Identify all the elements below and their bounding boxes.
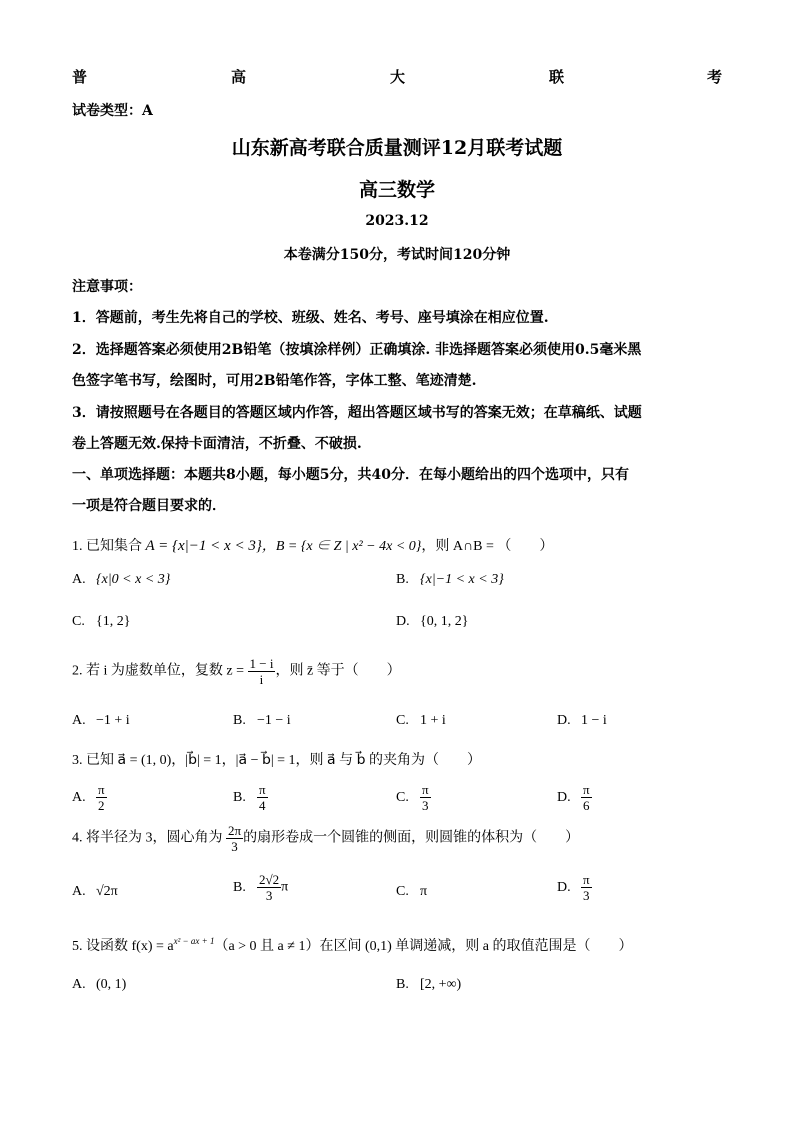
q1-option-c: C. {1, 2} <box>72 614 131 629</box>
q3-option-a-frac <box>96 782 107 813</box>
q2-option-d-text: 1 − i <box>581 713 607 728</box>
q5-option-b-text: [2, +∞) <box>420 977 462 992</box>
q1-tail: ，则 A∩B = （ ） <box>421 539 554 554</box>
q5-option-b: B. [2, +∞) <box>396 977 462 992</box>
q4-prefix: 4. 将半径为 3，圆心角为 <box>72 830 223 846</box>
q4-fraction-den: 3 <box>231 839 238 854</box>
q4-tail: 的扇形卷成一个圆锥的侧面，则圆锥的体积为（ ） <box>243 830 580 846</box>
q1-option-b: B. {x|−1 < x < 3} <box>396 572 504 587</box>
section-1-line-1: 一、单项选择题：本题共8小题，每小题5分，共40分．在每小题给出的四个选项中，只有 <box>72 467 629 483</box>
question-4 <box>72 823 579 854</box>
q3-option-b: B. $\frac{\pi}{4}$ <box>233 782 266 813</box>
q5-option-a: A. (0, 1) <box>72 977 127 992</box>
q4-b-after: π <box>281 879 289 895</box>
note-3-line-1: 3．请按照题号在各题目的答题区域内作答，超出答题区域书写的答案无效；在草稿纸、试题 <box>72 405 642 421</box>
q5-prefix: 5. 设函数 f(x) = a <box>72 939 174 954</box>
exam-date: 2023.12 <box>365 213 429 229</box>
q3-a-den: 2 <box>98 798 105 813</box>
q1-set-a: A = {x|−1 < x < 3} <box>145 538 262 554</box>
question-5 <box>72 935 633 955</box>
q2-option-a-text: −1 + i <box>96 713 130 728</box>
note-2-line-2: 色签字笔书写，绘图时，可用2B铅笔作答，字体工整、笔迹清楚. <box>72 373 477 389</box>
q5-exponent: x² − ax + 1 <box>173 936 215 946</box>
question-3 <box>72 749 481 769</box>
q2-option-b-text: −1 − i <box>257 713 291 728</box>
q4-fraction-num: 2π <box>228 823 242 838</box>
q1-prefix: 1. 已知集合 <box>72 539 142 554</box>
exam-info: 本卷满分150分，考试时间120分钟 <box>283 247 511 263</box>
q4-option-b-frac <box>257 872 281 903</box>
q4-option-d-frac <box>581 872 592 903</box>
q4-option-c-text: π <box>420 884 428 899</box>
q2-tail: ，则 z̄ 等于（ ） <box>275 663 401 679</box>
q3-option-c: C. $\frac{\pi}{3}$ <box>396 782 429 813</box>
q1-option-a-text: {x|0 < x < 3} <box>96 572 171 587</box>
q3-a-num: π <box>98 782 105 797</box>
q3-c-num: π <box>422 782 429 797</box>
question-2 <box>72 656 401 687</box>
q2-option-a: A. −1 + i <box>72 713 130 728</box>
note-1: 1．答题前，考生先将自己的学校、班级、姓名、考号、座号填涂在相应位置. <box>72 310 549 326</box>
q5-tail: （a > 0 且 a ≠ 1）在区间 (0,1) 单调递减，则 a 的取值范围是（ ） <box>214 939 633 954</box>
q3-option-d-frac <box>581 782 592 813</box>
note-2-line-1: 2．选择题答案必须使用2B铅笔（按填涂样例）正确填涂. 非选择题答案必须使用0.5毫米黑 <box>72 342 642 358</box>
header-char-2: 高 <box>231 68 247 86</box>
q2-option-c: C. 1 + i <box>396 713 446 728</box>
q4-option-a: A. √2π <box>72 884 118 899</box>
q1-option-d-text: {0, 1, 2} <box>420 614 469 629</box>
q3-option-b-frac <box>257 782 268 813</box>
exam-subject: 高三数学 <box>358 179 435 201</box>
q3-option-d: D. $\frac{\pi}{6}$ <box>557 782 590 813</box>
q4-b-num: 2√2 <box>259 872 280 887</box>
q2-option-c-text: 1 + i <box>420 713 446 728</box>
q5-option-a-text: (0, 1) <box>96 977 127 992</box>
question-1 <box>72 535 553 555</box>
paper-type: 试卷类型：A <box>72 103 153 119</box>
q2-fraction <box>248 656 276 687</box>
q1-option-a: A. {x|0 < x < 3} <box>72 572 171 587</box>
q3-text: 3. 已知 a⃗ = (1, 0)，|b⃗| = 1，|a⃗ − b⃗| = 1，则 a⃗ 与 b⃗ 的夹角为（ ） <box>72 753 482 768</box>
exam-title: 山东新高考联合质量测评12月联考试题 <box>231 137 563 159</box>
q2-fraction-num: 1 − i <box>249 656 274 671</box>
q1-option-d: D. {0, 1, 2} <box>396 614 469 629</box>
q1-option-b-text: {x|−1 < x < 3} <box>420 572 504 587</box>
note-3-line-2: 卷上答题无效.保持卡面清洁，不折叠、不破损. <box>72 436 362 452</box>
section-1-line-2: 一项是符合题目要求的． <box>72 498 226 514</box>
q3-c-den: 3 <box>422 798 429 813</box>
q4-b-den: 3 <box>265 888 273 903</box>
q3-d-num: π <box>583 782 590 797</box>
q4-option-d: D. $\frac{\pi}{3}$ <box>557 872 590 903</box>
q3-b-den: 4 <box>259 798 266 813</box>
q2-option-d: D. 1 − i <box>557 713 607 728</box>
notes-heading: 注意事项： <box>72 279 142 295</box>
q4-fraction <box>226 823 243 854</box>
header-char-1: 普 <box>72 68 88 86</box>
header-char-4: 联 <box>549 68 565 86</box>
q2-prefix: 2. 若 i 为虚数单位，复数 z = <box>72 663 244 679</box>
q3-b-num: π <box>259 782 266 797</box>
header-char-3: 大 <box>390 68 406 86</box>
q3-d-den: 6 <box>583 798 590 813</box>
q4-option-c: C. π <box>396 884 428 899</box>
q4-d-den: 3 <box>583 888 590 903</box>
q4-d-num: π <box>583 872 590 887</box>
q4-option-a-text: √2π <box>96 884 118 899</box>
q1-set-b: ，B = {x ∈ Z | x² − 4x < 0} <box>261 539 422 554</box>
q4-option-b: B. $\frac{2√2}{3}$ π <box>233 872 289 903</box>
q3-option-c-frac <box>420 782 431 813</box>
q1-option-c-text: {1, 2} <box>96 614 131 629</box>
q2-fraction-den: i <box>259 672 264 687</box>
q3-option-a: A. $\frac{\pi}{2}$ <box>72 782 105 813</box>
q2-option-b: B. −1 − i <box>233 713 291 728</box>
header-char-5: 考 <box>707 68 723 86</box>
